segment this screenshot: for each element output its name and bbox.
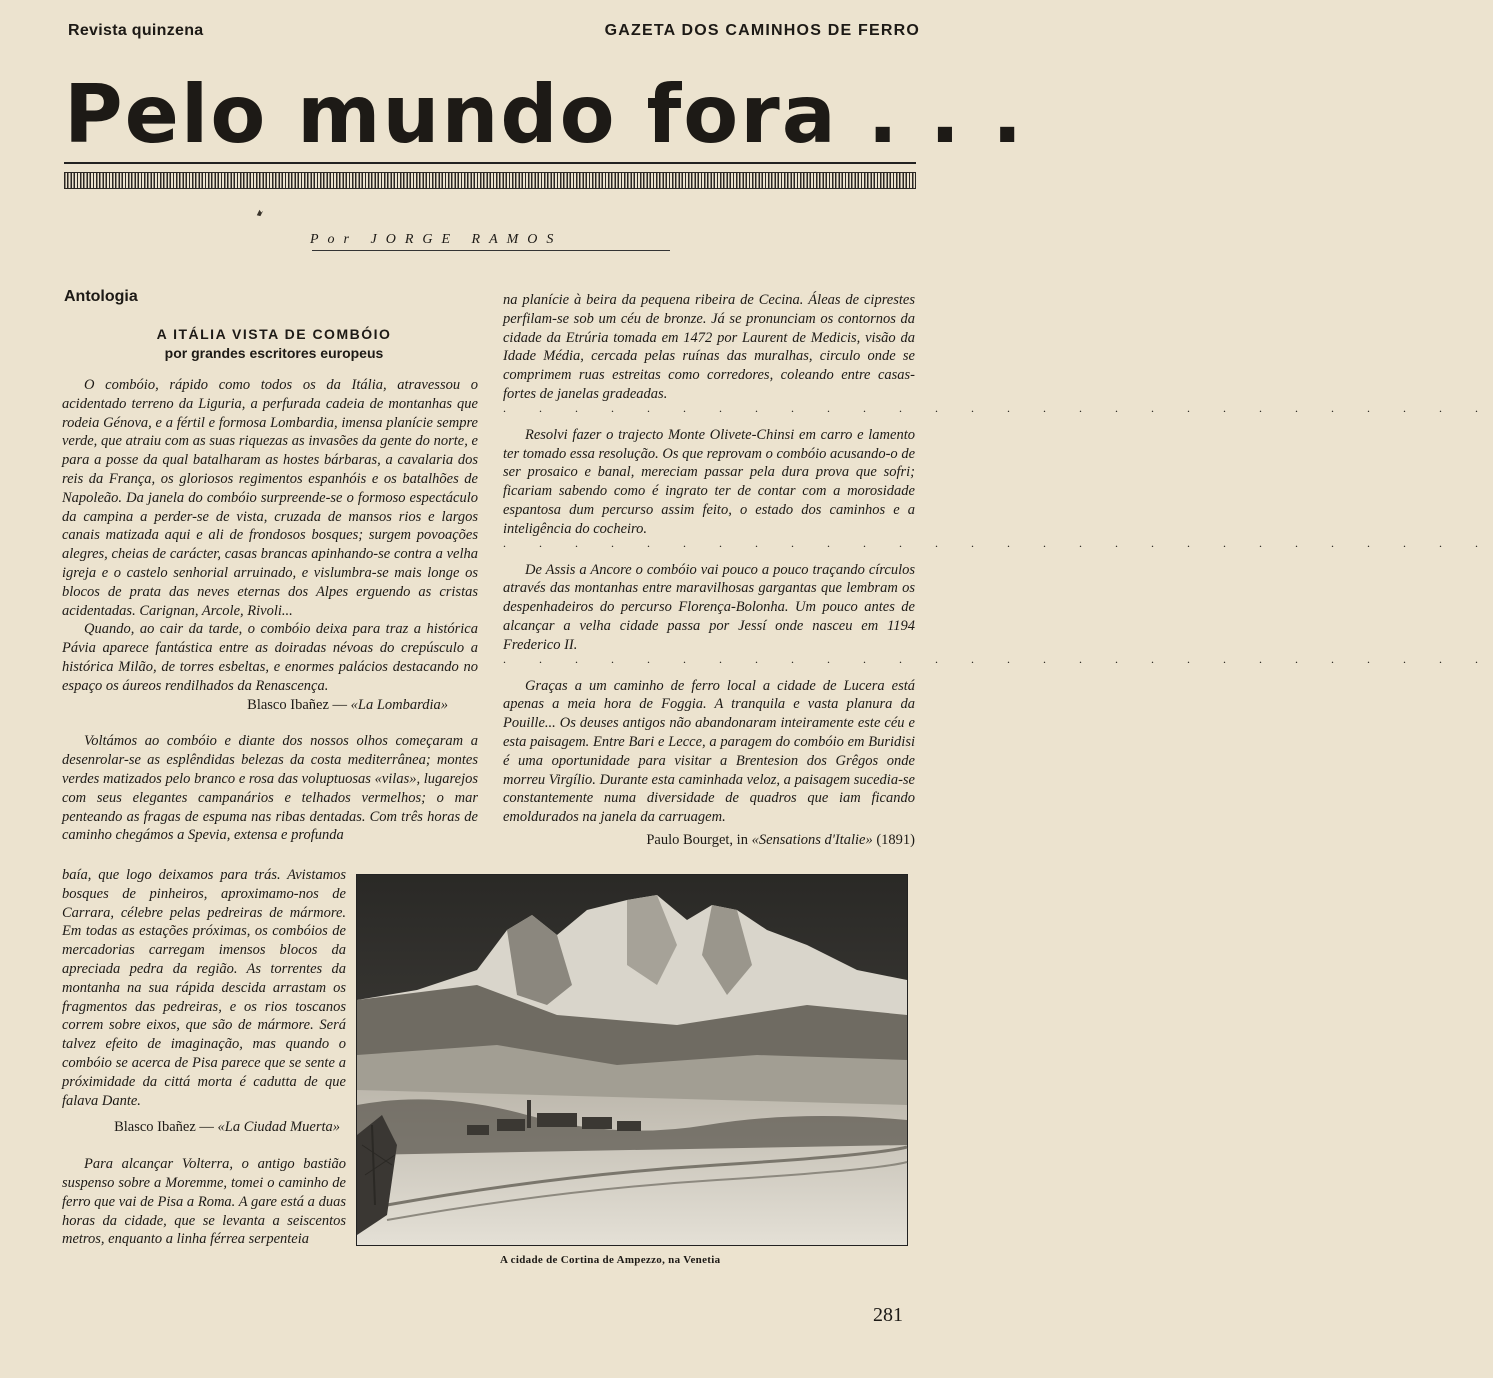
attribution-year: (1891) (872, 831, 915, 848)
ink-smudge (255, 208, 264, 217)
paragraph-lombardia: O combóio, rápido como todos os da Itália, atravessou o acidentado terreno da Liguria, a perfurada cadeia de montanhas que rodeia Génova, e a fértil e formosa Lombardia, imensa planície sempre verde, que atraiu com as suas riquezas as invasões da gente do norte, e para a posse da qual batalharam as hostes bárbaras, a cavalaria dos reis da França, os gloriosos regimentos espanhóis e os batalhões de Napoleão. Da janela do combóio surpreende-se o formoso espectáculo da campina a perder-se de vista, cruzada de mansos rios e largos canais matizada aqui e ali de frondosos bosques; surgem povoações alegres, cheias de carácter, casas brancas apinhando-se contra a velha igreja e o castelo senhorial arruinado, e vislumbra-se mais longe os blocos de prata das neves eternas dos Alpes erguendo as cristas acidentadas. Carignan, Arcole, Rivoli... (62, 377, 478, 619)
attribution-work: «La Ciudad Muerta» (217, 1119, 340, 1136)
paragraph-mediterranea: Voltámos ao combóio e diante dos nossos olhos começaram a desenrolar-se as esplêndidas belezas da costa mediterrânea; montes verdes matizados pelo branco e rosa das voluptuosas «vilas», lugarejos com seus elegantes campanários e telhados vermelhos; o mar penteando as fragas de espuma nas ribas dentadas. Com três horas de caminho chegámos a Spevia, extensa e profunda (62, 733, 478, 844)
quote-attribution (503, 831, 915, 850)
attribution-author: Blasco Ibañez — (247, 696, 351, 713)
paragraph-assis: De Assis a Ancore o combóio vai pouco a pouco traçando círculos através das montanhas entre maravilhosas gargantas que lembram os despenhadeiros do percurso Florença-Bolonha. Um pouco antes de alcançar a velha cidade passa por Jessí onde nasceu em 1194 Frederico II. (503, 561, 915, 653)
photo-caption: A cidade de Cortina de Ampezzo, na Venetia (500, 1254, 721, 1266)
quote-attribution (62, 696, 478, 715)
left-column (62, 376, 478, 845)
right-column (503, 291, 1493, 850)
quote-attribution (62, 1118, 346, 1137)
section-label: Antologia (64, 288, 138, 305)
byline-rule (312, 250, 670, 251)
paragraph-carrara: baía, que logo deixamos para trás. Avistamos bosques de pinheiros, aproximamo-nos de Carrara, célebre pelas pedreiras de mármore. Em todas as estações próximas, os combóios de mercadorias carregam imensos blocos da apreciada pedra da região. As torrentes da montanha na sua rápida descida arrastam os fragmentos das pedreiras, e os rios toscanos correm sobre eixos, que são de mármore. Será talvez efeito de imaginação, mas quando o combóio se acerca de Pisa parece que se sente a próximidade da cittá morta é cadutta de que falava Dante. (62, 867, 346, 1109)
attribution-author: Blasco Ibañez — (114, 1119, 218, 1136)
publication-frequency: Revista quinzena (68, 22, 204, 39)
landscape-photo (356, 874, 908, 1246)
publication-title: GAZETA DOS CAMINHOS DE FERRO (604, 22, 920, 39)
article-subtitle: por grandes escritores europeus (164, 345, 384, 361)
page-title: Pelo mundo fora . . . (64, 68, 1025, 161)
dotted-separator: . . . . . . . . . . . . . . . . . . . . . . . . . . . . (503, 535, 1493, 550)
attribution-author: Paulo Bourget, in (646, 831, 752, 848)
paragraph-chinsi: Resolvi fazer o trajecto Monte Olivete-Chinsi em carro e lamento ter tomado essa resolução. Os que reprovam o combóio acusando-o de ser prosaico e banal, mereciam passar pela dura prova que sofri; ficariam sabendo como é ingrato ter de contar com a morosidade espantosa dum percurso assim feito, o estado dos caminhos e a inteligência do cocheiro. (503, 426, 915, 537)
dotted-separator: . . . . . . . . . . . . . . . . . . . . . . . . . . . . (503, 400, 1493, 415)
paragraph-cecina: na planície à beira da pequena ribeira de Cecina. Áleas de ciprestes perfilam-se sob um céu de bronze. Já se pronunciam os contornos da cidade da Etrúria tomada em 1472 por Laurent de Medicis, visão da Idade Média, cercada pelas ruínas das muralhas, circulo onde se comprimem ruas estreitas como corredores, coleando entre casas-fortes de janelas gradeadas. (503, 292, 915, 402)
byline: Por JORGE RAMOS (310, 232, 563, 247)
left-narrow-column (62, 866, 346, 1249)
hatched-divider (64, 172, 916, 189)
attribution-work: «Sensations d'Italie» (751, 831, 873, 848)
mountain-village-image (357, 875, 907, 1245)
dotted-separator: . . . . . . . . . . . . . . . . . . . . . . . . . . . . (503, 651, 1493, 666)
attribution-work: «La Lombardia» (350, 696, 448, 713)
article-title: A ITÁLIA VISTA DE COMBÓIO (156, 326, 392, 342)
page-number: 281 (873, 1304, 903, 1326)
title-rule (64, 162, 916, 164)
paragraph-lucera: Graças a um caminho de ferro local a cidade de Lucera está apenas a meia hora de Foggia. A tranquila e vasta planura da Pouille... Os deuses antigos não abandonaram inteiramente este céu e esta paisagem. Entre Bari e Lecce, a paragem do combóio em Buridisi é uma oportunidade para visitar a Brentesion dos Grêgos onde morreu Virgílio. Durante esta caminhada veloz, a paisagem sucedia-se constantemente numa diversidade de quadros que iam ficando emoldurados na janela da carruagem. (503, 677, 915, 826)
paragraph-volterra: Para alcançar Volterra, o antigo bastião suspenso sobre a Moremme, tomei o caminho de ferro que vai de Pisa a Roma. A gare está a duas horas da cidade, que se levanta a seiscentos metros, enquanto a linha férrea serpenteia (62, 1156, 346, 1248)
paragraph-milao: Quando, ao cair da tarde, o combóio deixa para traz a histórica Pávia aparece fantástica entre as doiradas névoas do crepúsculo a histórica Milão, de torres esbeltas, e enormes palácios destacando no espaço os áureos rendilhados da Renascença. (62, 621, 478, 694)
